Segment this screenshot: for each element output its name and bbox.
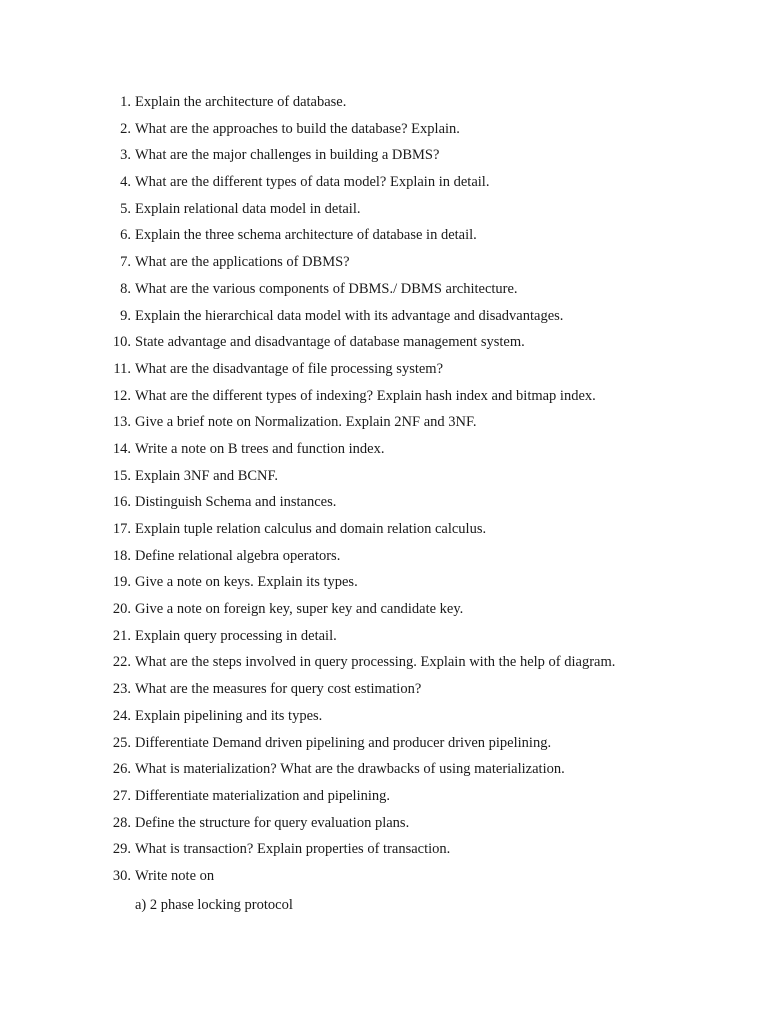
sub-item-a: a) 2 phase locking protocol [135,897,293,913]
question-number: 20. [112,601,131,618]
question-item-30 [104,866,744,893]
question-text: Explain query processing in detail. [135,627,337,644]
question-item-10 [104,332,744,359]
question-text: Give a note on keys. Explain its types. [135,574,358,591]
question-number: 11. [113,360,131,377]
question-text: Give a note on foreign key, super key and candidate key. [135,601,464,618]
question-text: Differentiate materialization and pipelining. [135,787,390,804]
question-item-14 [104,439,744,466]
question-number: 7. [120,254,131,271]
question-item-16 [104,492,744,519]
question-item-24 [104,706,744,733]
question-text: What are the disadvantage of file processing system? [135,360,444,377]
question-number: 25. [112,734,131,751]
question-item-29 [104,839,744,866]
question-number: 1. [120,94,131,110]
question-text: Explain the three schema architecture of database in detail. [135,227,477,244]
question-item-26 [104,759,744,786]
question-number: 17. [112,521,131,537]
question-number: 15. [112,467,131,484]
question-text: Distinguish Schema and instances. [135,494,337,511]
question-item-25 [104,733,744,760]
question-item-8 [104,279,744,306]
question-item-23 [104,679,744,706]
question-item-6 [104,225,744,252]
question-item-28 [104,813,744,840]
question-number: 4. [120,174,131,191]
question-number: 9. [120,307,131,324]
question-number: 21. [112,627,131,644]
question-item-5 [104,199,744,226]
question-text: Explain pipelining and its types. [135,707,323,724]
question-text: What is transaction? Explain properties of transaction. [135,841,451,858]
question-item-3 [104,145,744,172]
question-text: What are the approaches to build the database? Explain. [135,120,460,137]
question-number: 6. [120,227,131,244]
question-text: State advantage and disadvantage of database management system. [135,334,525,351]
question-number: 29. [112,841,131,858]
question-text: What are the measures for query cost estimation? [135,681,422,698]
question-text: What are the major challenges in building a DBMS? [135,147,440,164]
question-text: What are the various components of DBMS./ DBMS architecture. [135,280,518,297]
question-item-21 [104,626,744,653]
question-number: 22. [112,654,131,671]
question-text: What are the different types of data model? Explain in detail. [135,174,490,191]
question-number: 18. [112,547,131,564]
question-item-17 [104,519,744,546]
question-item-1 [104,92,744,119]
question-number: 8. [120,280,131,297]
question-text: Give a brief note on Normalization. Explain 2NF and 3NF. [135,414,477,431]
question-number: 12. [112,387,131,404]
question-item-13 [104,412,744,439]
question-number: 30. [112,867,131,884]
question-item-27 [104,786,744,813]
question-text: Write a note on B trees and function index. [135,440,385,457]
question-item-7 [104,252,744,279]
question-text: What are the applications of DBMS? [135,254,350,271]
question-text: Explain 3NF and BCNF. [135,467,279,484]
question-text: Explain tuple relation calculus and domain relation calculus. [135,521,487,537]
question-text: Write note on [135,867,215,884]
question-item-12 [104,386,744,413]
question-number: 16. [112,494,131,511]
question-item-22 [104,652,744,679]
question-number: 2. [120,120,131,137]
question-number: 26. [112,761,131,778]
question-number: 13. [112,414,131,431]
question-text: Define relational algebra operators. [135,547,341,564]
question-text: What are the different types of indexing? Explain hash index and bitmap index. [135,387,596,404]
question-number: 24. [112,707,131,724]
question-item-20 [104,599,744,626]
question-item-11 [104,359,744,386]
question-text: What is materialization? What are the drawbacks of using materialization. [135,761,565,778]
question-item-4 [104,172,744,199]
question-number: 28. [112,814,131,831]
question-number: 10. [112,334,131,351]
question-text: Define the structure for query evaluation plans. [135,814,410,831]
question-text: Explain the hierarchical data model with its advantage and disadvantages. [135,307,564,324]
question-number: 14. [112,440,131,457]
question-number: 23. [112,681,131,698]
question-number: 19. [112,574,131,591]
question-item-2 [104,119,744,146]
question-item-18 [104,546,744,573]
question-text: Explain the architecture of database. [135,94,347,110]
question-text: What are the steps involved in query processing. Explain with the help of diagram. [135,654,616,671]
question-list [104,92,744,893]
question-text: Explain relational data model in detail. [135,200,361,217]
question-item-15 [104,466,744,493]
question-item-19 [104,572,744,599]
question-number: 5. [120,200,131,217]
question-number: 3. [120,147,131,164]
question-text: Differentiate Demand driven pipelining and producer driven pipelining. [135,734,552,751]
question-number: 27. [112,787,131,804]
question-item-9 [104,306,744,333]
